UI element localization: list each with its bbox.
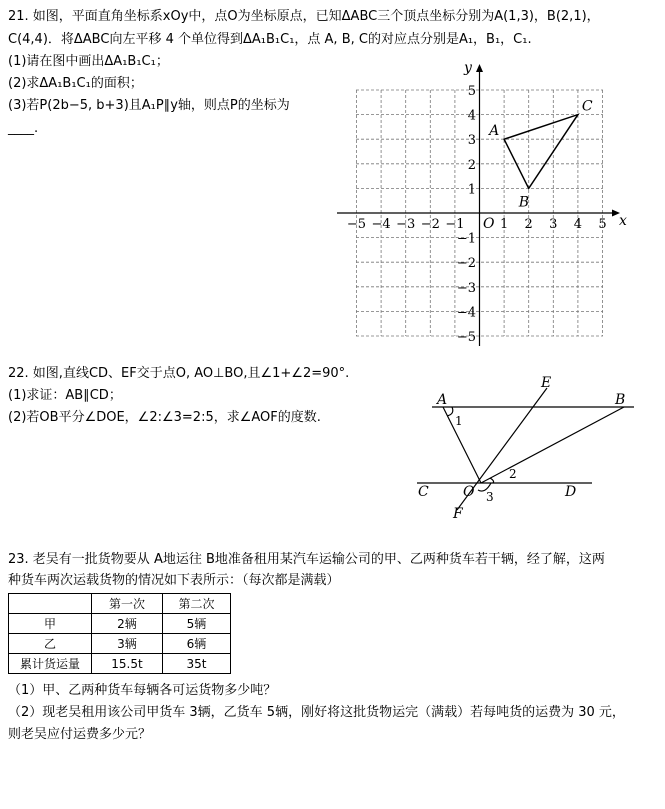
q21-part1: (1)请在图中画出ΔA₁B₁C₁； [8,54,169,69]
y-tick-label: −3 [456,280,476,296]
x-tick-labels [347,217,607,232]
table-header-cell: 第一次 [92,594,163,614]
table-cell: 15.5t [92,654,163,674]
q21-part3: (3)若P(2b−5, b+3)且A₁P∥y轴，则点P的坐标为 [8,98,290,113]
q21-line2: C(4,4)．将ΔABC向左平移 4 个单位得到ΔA₁B₁C₁，点 A, B, C的对应点分别是A₁，B₁，C₁. [8,32,532,47]
y-tick-label: 4 [467,108,476,124]
x-tick-label: 4 [573,217,583,232]
table-cell: 3辆 [92,634,163,654]
point-label-b: B [518,194,529,211]
y-tick-labels [457,84,476,345]
x-tick-label: −3 [396,217,416,232]
label-f: F [453,506,463,522]
point-label-c: C [581,98,593,115]
y-tick-label: −2 [456,256,476,272]
label-b: B [615,392,626,408]
table-cell: 乙 [9,634,92,654]
y-tick-label: −4 [456,305,476,321]
x-tick-label: 5 [598,217,607,232]
table-cell: 累计货运量 [9,654,92,674]
label-d: D [565,484,577,500]
label-a: A [437,392,448,408]
y-tick-label: 5 [467,84,476,99]
q23-part2: （2）现老吴租用该公司甲货车 3辆，乙货车 5辆，刚好将这批货物运完（满载）若每吨货的运费为 30 元， [8,705,625,720]
x-tick-label: −1 [445,217,465,232]
y-axis-label: y [464,60,472,76]
lines-figure [415,370,655,522]
table-row [9,614,231,634]
angle-2-label: 2 [509,467,517,481]
y-tick-label: 3 [467,133,476,149]
y-tick-label: −1 [456,231,476,247]
table-cell: 5辆 [163,614,231,634]
y-axis-arrow [476,64,483,72]
q22-line1: 22. 如图,直线CD、EF交于点O, AO⊥BO,且∠1+∠2=90°. [8,366,350,381]
table-header-cell [9,594,92,614]
label-o: O [463,484,475,500]
x-tick-label: 1 [499,217,509,232]
q21-line1: 21. 如图，平面直角坐标系xOy中，点O为坐标原点，已知ΔABC三个顶点坐标分别为A(1,3)，B(2,1)， [8,9,600,24]
y-tick-label: 2 [467,157,476,173]
q23-part1: （1）甲、乙两种货车每辆各可运货物多少吨？ [8,683,277,698]
x-axis-label: x [619,213,627,229]
point-label-a: A [489,123,500,140]
origin-label: O [483,216,495,232]
q23-line2: 种货车两次运载货物的情况如下表所示：（每次都是满载） [8,573,340,588]
y-tick-label: −5 [456,330,476,345]
angle-1-label: 1 [455,414,463,428]
label-e: E [541,375,552,391]
x-tick-label: −5 [346,217,367,232]
table-cell: 2辆 [92,614,163,634]
table-cell: 35t [163,654,231,674]
q22-part1: (1)求证：AB∥CD； [8,388,122,403]
coordinate-graph [333,58,633,350]
table-row [9,634,231,654]
table-row [9,654,231,674]
y-tick-label: 1 [467,182,476,198]
label-c: C [418,484,429,500]
x-tick-label: 2 [524,217,533,232]
angle-1-arc [447,407,453,416]
triangle-abc [504,115,578,189]
table-cell: 甲 [9,614,92,634]
segment-bo [481,407,624,483]
x-tick-label: 3 [549,217,558,232]
q21-part2: (2)求ΔA₁B₁C₁的面积； [8,76,143,91]
table-header-cell: 第二次 [163,594,231,614]
freight-table [8,593,231,674]
q21-answer-blank: ____. [8,121,39,136]
x-tick-label: −2 [420,217,440,232]
angle-3-label: 3 [486,490,494,504]
q22-part2: (2)若OB平分∠DOE，∠2:∠3=2:5，求∠AOF的度数. [8,410,321,425]
table-cell: 6辆 [163,634,231,654]
x-tick-label: −4 [371,217,391,232]
angle-2-arc [490,478,494,483]
q23-line1: 23. 老吴有一批货物要从 A地运往 B地准备租用某汽车运输公司的甲、乙两种货车若干辆，经了解，这两 [8,552,605,567]
q23-part3: 则老吴应付运费多少元？ [8,727,152,742]
table-header-row [9,594,231,614]
